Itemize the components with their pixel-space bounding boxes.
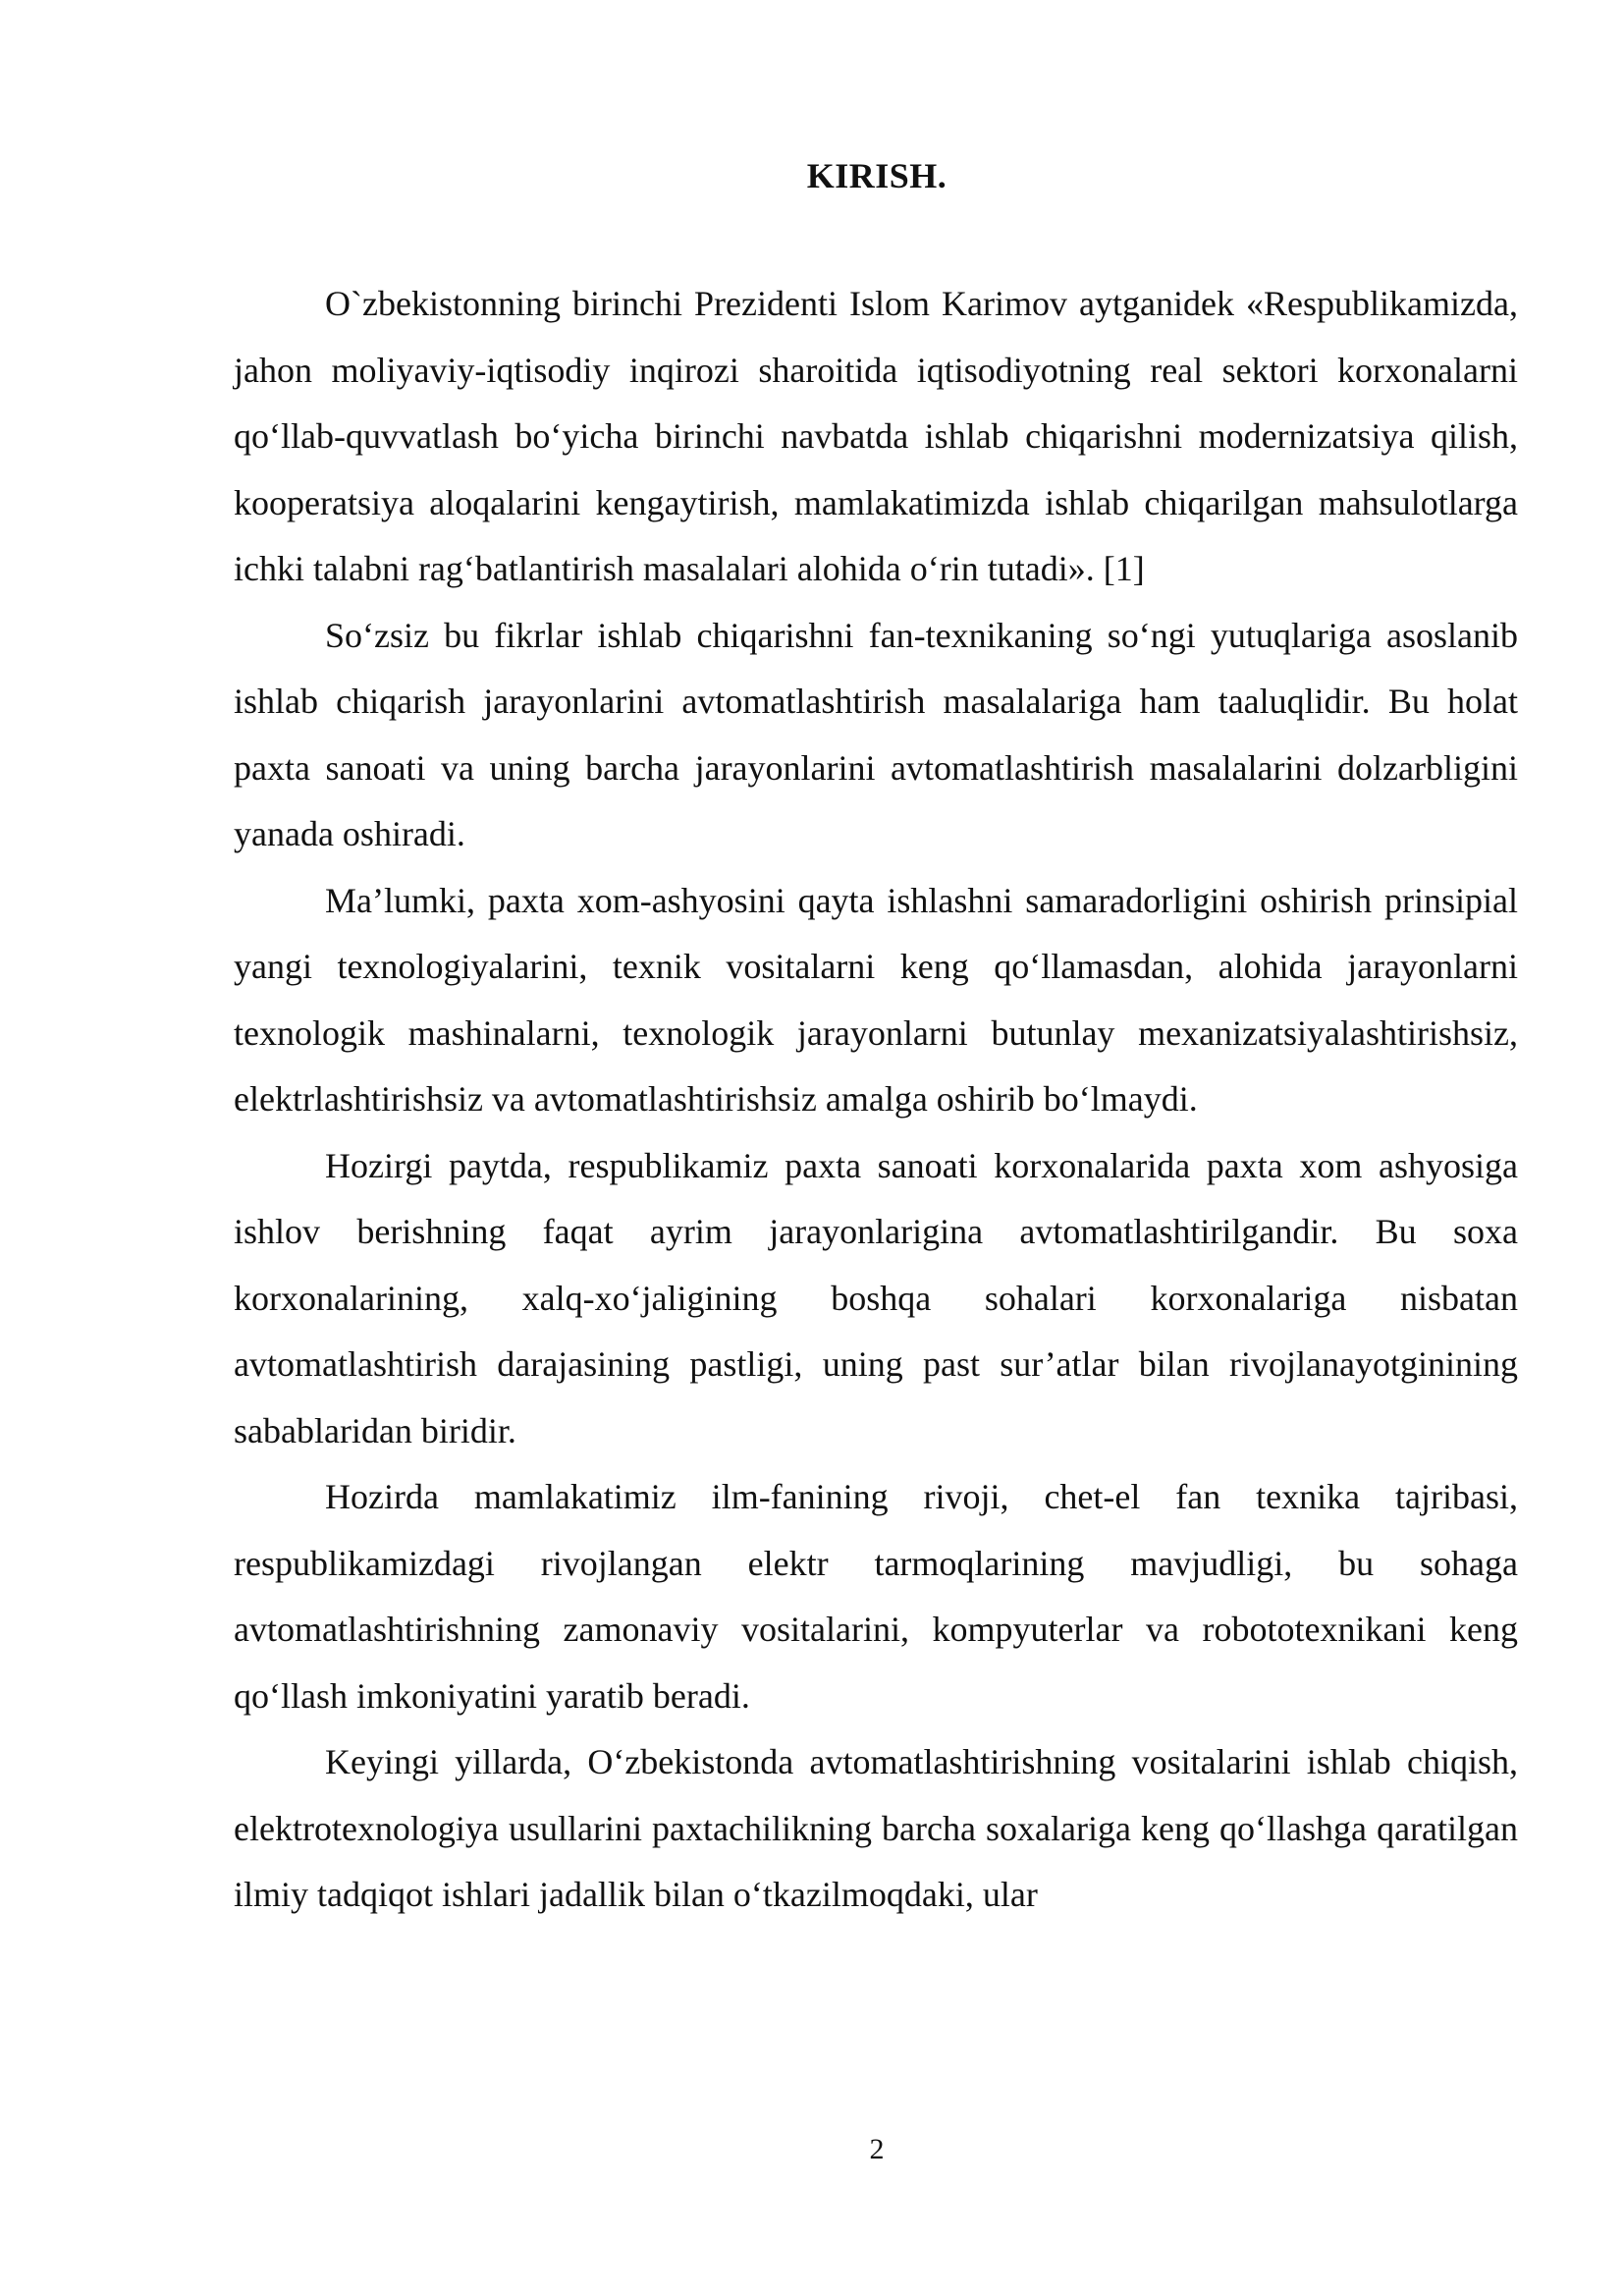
paragraph-1: O`zbekistonning birinchi Prezidenti Islom Karimov aytganidek «Respublikamizda, jahon moliyaviy-iqtisodiy inqirozi sharoitida iqtisodiyotning real sektori korxonalarni qo‘llab-quvvatlash bo‘yicha birinchi navbatda ishlab chiqarishni modernizatsiya qilish, kooperatsiya aloqalarini kengaytirish, mamlakatimizda ishlab chiqarilgan mahsulotlarga ichki talabni rag‘batlantirish masalalari alohida o‘rin tutadi». [1] [234, 284, 1518, 588]
body-text [234, 271, 1518, 1929]
page-number: 2 [869, 2133, 885, 2165]
page-title: KIRISH. [806, 156, 947, 195]
paragraph-3: Ma’lumki, paxta xom-ashyosini qayta ishlashni samaradorligini oshirish prinsipial yangi texnologiyalarini, texnik vositalarni keng qo‘llamasdan, alohida jarayonlarni texnologik mashinalarni, texnologik jarayonlarni butunlay mexanizatsiyalashtirishsiz, elektrlashtirishsiz va avtomatlashtirishsiz amalga oshirib bo‘lmaydi. [234, 880, 1518, 1119]
paragraph-6: Keyingi yillarda, O‘zbekistonda avtomatlashtirishning vositalarini ishlab chiqish, elektrotexnologiya usullarini paxtachilikning barcha soxalariga keng qo‘llashga qaratilgan ilmiy tadqiqot ishlari jadallik bilan o‘tkazilmoqdaki, ular [234, 1742, 1518, 1914]
paragraph-5: Hozirda mamlakatimiz ilm-fanining rivoji, chet-el fan texnika tajribasi, respublikamizdagi rivojlangan elektr tarmoqlarining mavjudligi, bu sohaga avtomatlashtirishning zamonaviy vositalarini, kompyuterlar va robototexnikani keng qo‘llash imkoniyatini yaratib beradi. [234, 1477, 1518, 1716]
paragraph-2: So‘zsiz bu fikrlar ishlab chiqarishni fan-texnikaning so‘ngi yutuqlariga asoslanib ishlab chiqarish jarayonlarini avtomatlashtirish masalalariga ham taaluqlidir. Bu holat paxta sanoati va uning barcha jarayonlarini avtomatlashtirish masalalarini dolzarbligini yanada oshiradi. [234, 615, 1518, 853]
paragraph-4: Hozirgi paytda, respublikamiz paxta sanoati korxonalarida paxta xom ashyosiga ishlov berishning faqat ayrim jarayonlarigina avtomatlashtirilgandir. Bu soxa korxonalarining, xalq-xo‘jaligining boshqa sohalari korxonalariga nisbatan avtomatlashtirish darajasining pastligi, uning past sur’atlar bilan rivojlanayotginining sabablaridan biridir. [234, 1145, 1518, 1450]
